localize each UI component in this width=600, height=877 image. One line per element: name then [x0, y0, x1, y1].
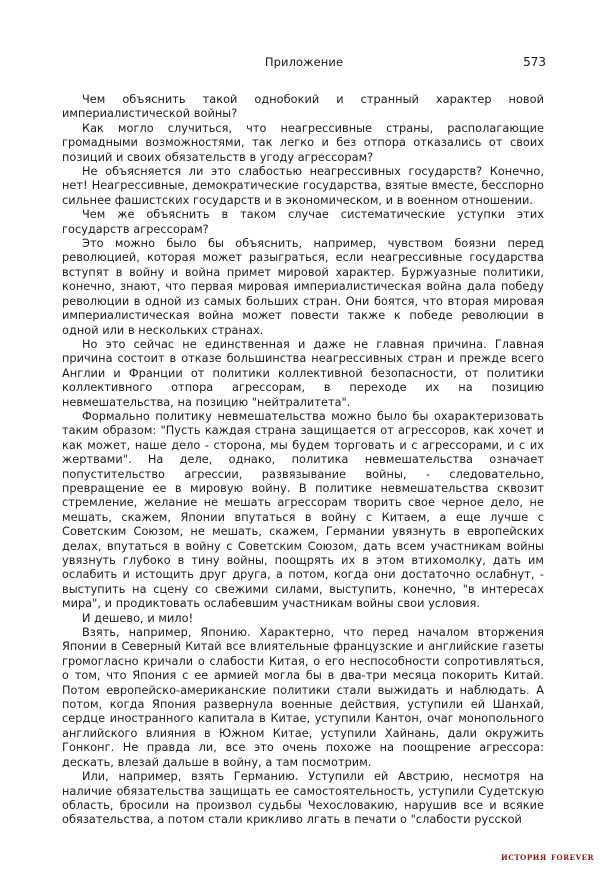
paragraph: Это можно было бы объяснить, например, чувством боязни перед революцией, которая может разыграться, если неагрессивные государства вступят в войну и война примет мировой характер. Буржуазные политики, конечно, знают, что первая мировая империалистическая война дала победу революции в одной из самых больших стран. Они боятся, что вторая мировая империалистическая война может повести также к победе революции в одной или в нескольких странах.: [62, 237, 544, 337]
paragraph: Как могло случиться, что неагрессивные страны, располагающие громадными возможностями, так легко и без отпора отказались от своих позиций и своих обязательств в угоду агрессорам?: [62, 121, 544, 164]
paragraph: Чем объяснить такой однобокий и странный характер новой империалистической войны?: [62, 93, 544, 121]
paragraph: Чем же объяснить в таком случае систематические уступки этих государств агрессорам?: [62, 208, 544, 236]
paragraph: Или, например, взять Германию. Уступили ей Австрию, несмотря на наличие обязательства защищать ее самостоятельность, уступили Судетскую область, бросили на произвол судьбы Чехословакию, нарушив все и всякие обязательства, а потом стали крикливо лгать в печати о "слабости русской: [62, 770, 544, 827]
page-number: 573: [523, 55, 546, 69]
paragraph: Но это сейчас не единственная и даже не главная причина. Главная причина состоит в отказе большинства неагрессивных стран и прежде всего Англии и Франции от политики коллективной безопасности, от политики коллективного отпора агрессорам, в переходе их на позицию невмешательства, на позицию "нейтралитета".: [62, 337, 544, 409]
paragraph: И дешево, и мило!: [82, 611, 194, 625]
paragraph: Взять, например, Японию. Характерно, что перед началом вторжения Японии в Северный Китай все влиятельные французские и английские газеты громогласно кричали о слабости Китая, о его неспособности сопротивляться, о том, что Япония с ее армией могла бы в два-три месяца покорить Китай. Потом европейско-американские политики стали выжидать и наблюдать. А потом, когда Япония развернула военные действия, уступили ей Шанхай, сердце иностранного капитала в Китае, уступили Кантон, очаг монопольного английского влияния в Южном Китае, уступили Хайнань, дали окружить Гонконг. Не правда ли, все это очень похоже на поощрение агрессора: дескать, влезай дальше в войну, а там посмотрим.: [62, 626, 544, 769]
body-text: [62, 93, 544, 828]
watermark-logo: история forever: [500, 851, 594, 863]
running-title: Приложение: [264, 55, 344, 69]
page-header: [62, 55, 546, 71]
paragraph: Формально политику невмешательства можно было бы охарактеризовать таким образом: "Пусть каждая страна защищается от агрессоров, как хочет и как может, наше дело - сторона, мы будем торговать и с агрессорами, и с их жертвами". На деле, однако, политика невмешательства означает попустительство агрессии, развязывание войны, - следовательно, превращение ее в мировую войну. В политике невмешательства сквозит стремление, желание не мешать агрессорам творить свое черное дело, не мешать, скажем, Японии впутаться в войну с Китаем, а еще лучше с Советским Союзом, не мешать, скажем, Германии увязнуть в европейских делах, впутаться в войну с Советским Союзом, дать всем участникам войны увязнуть глубоко в тину войны, поощрять их в этом втихомолку, дать им ослабить и истощить друг друга, а потом, когда они достаточно ослабнут, - выступить на сцену со свежими силами, выступить, конечно, "в интересах мира", и продиктовать ослабевшим участникам войны свои условия.: [62, 409, 544, 611]
paragraph: Не объясняется ли это слабостью неагрессивных государств? Конечно, нет! Неагрессивные, демократические государства, взятые вместе, бесспорно сильнее фашистских государств и в экономическом, и в военном отношении.: [62, 165, 544, 207]
